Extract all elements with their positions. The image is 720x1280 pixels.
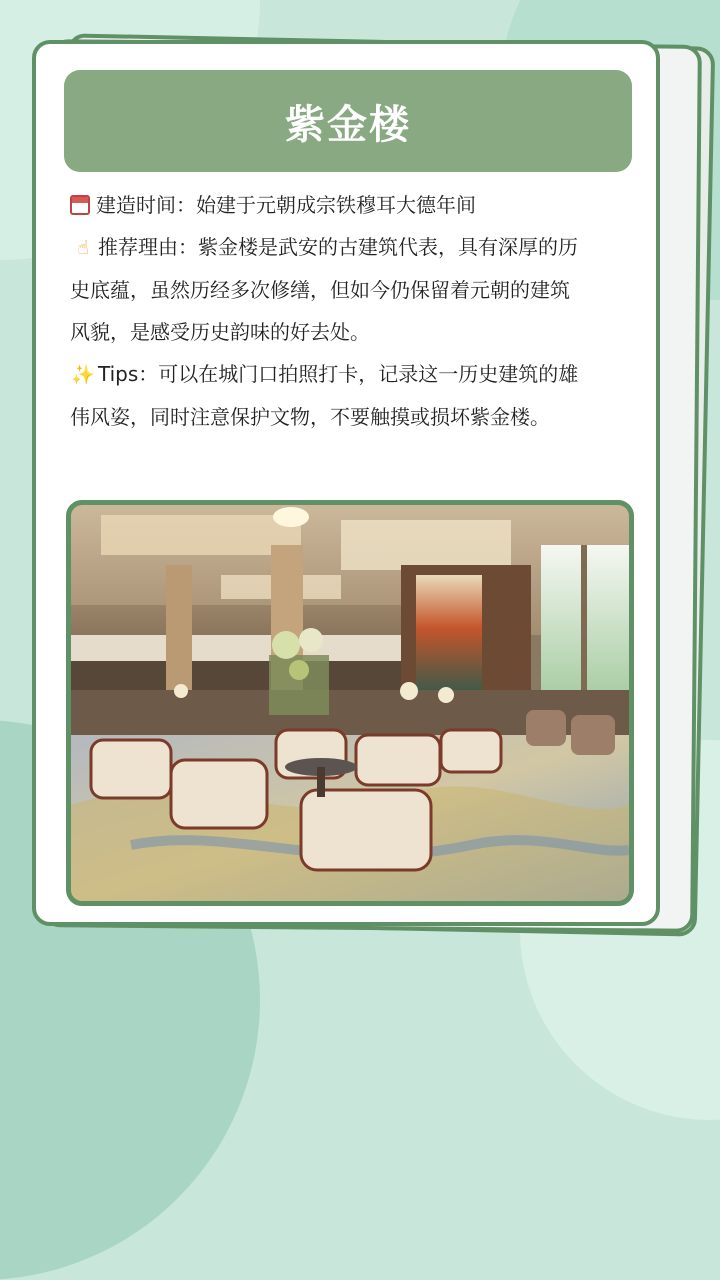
build-time-line [70,184,630,226]
tips-line-1 [70,353,630,396]
sparkles-icon: ✨ [71,364,95,386]
tips-text-1: Tips：可以在城门口拍照打卡，记录这一历史建筑的雄 [98,362,579,386]
lobby-illustration [71,505,629,901]
reason-line-3: 风貌，是感受历史韵味的好去处。 [70,320,370,344]
page-title: 紫金楼 [285,101,411,148]
description-text [70,184,630,438]
hotel-lobby-photo [66,500,634,906]
reason-line-2: 史底蕴，虽然历经多次修缮，但如今仍保留着元朝的建筑 [70,278,570,302]
tips-line-2: 伟风姿，同时注意保护文物，不要触摸或损坏紫金楼。 [70,405,550,429]
thumbs-up-icon: ☝ [77,237,89,259]
reason-text-1: 推荐理由：紫金楼是武安的古建筑代表，具有深厚的历 [98,235,578,259]
note-card [32,40,660,926]
reason-line-1 [70,226,630,269]
build-time-text: 建造时间：始建于元朝成宗铁穆耳大德年间 [96,193,476,217]
title-banner [64,70,632,172]
calendar-icon [70,195,90,215]
